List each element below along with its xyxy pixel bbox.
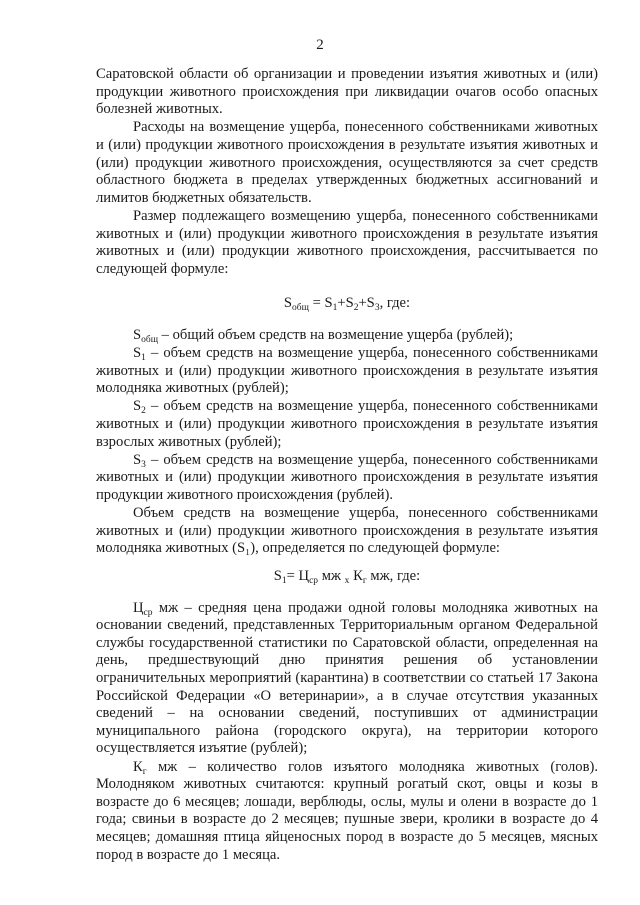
definition-average-price: $Ц_{ср}$ мж – средняя цена продажи одной головы молодняка животных на основании сведений, представленных Территориальным органом Федеральной службы государственной статистики по Саратовской области, определенная на день, предшествующий дню принятия решения об установлении ограничительных мероприятий (карантина) в соответствии со статьей 17 Закона Российской Федерации «О ветеринарии», а в случае отсутствия указанных сведений – на основании сведений, поступивших от администрации муниципального района (городского округа), на территории которого осуществляется изъятие (рублей); bbox=[96, 599, 598, 757]
page-number: 2 bbox=[316, 37, 324, 53]
paragraph-damage-size: Размер подлежащего возмещению ущерба, понесенного собственниками животных и (или) продукции животного происхождения в результате изъятия животных и (или) продукции животного происхождения, рассчитывается по следующей формуле: bbox=[96, 207, 598, 277]
paragraph-expenses: Расходы на возмещение ущерба, понесенного собственниками животных и (или) продукции животного происхождения в результате изъятия животных и (или) продукции животного происхождения, осуществляются за счет средств областного бюджета в пределах утвержденных бюджетных ассигнований и лимитов бюджетных обязательств. bbox=[96, 119, 598, 206]
definition-s-total: $S_{общ}$ – общий объем средств на возмещение ущерба (рублей); bbox=[133, 326, 514, 345]
document-body bbox=[96, 66, 598, 865]
paragraph-intro: Саратовской области об организации и проведении изъятия животных и (или) продукции животного происхождения при ликвидации очагов особо опасных болезней животных. bbox=[96, 66, 598, 118]
formula-total: $S_{общ} = S_1+S_2+S_3$, где: bbox=[283, 295, 411, 314]
definition-s1: $S_1$ – объем средств на возмещение ущерба, понесенного собственниками животных и (или) продукции животного происхождения в результате изъятия молодняка животных (рублей); bbox=[96, 345, 598, 397]
paragraph-young-volume: Объем средств на возмещение ущерба, понесенного собственниками животных и (или) продукции животного происхождения в результате изъятия молодняка животных (S₁), определяется по следующей формуле: bbox=[96, 505, 598, 557]
formula-s1: $S_1= Ц_{ср}$ мж $_х$ $К_г$ мж, где: bbox=[273, 568, 421, 586]
definition-s2: $S_2$ – объем средств на возмещение ущерба, понесенного собственниками животных и (или) продукции животного происхождения в результате изъятия взрослых животных (рублей); bbox=[96, 398, 598, 450]
definition-head-count: $К_г$ мж – количество голов изъятого молодняка животных (голов). Молодняком животных считаются: крупный рогатый скот, овцы и козы в возрасте до 6 месяцев; лошади, верблюды, ослы, мулы и олени в возрасте до 1 года; свиньи в возрасте до 2 месяцев; пушные звери, кролики в возрасте до 4 месяцев; домашняя птица яйценосных пород в возрасте до 5 месяцев, мясных пород в возрасте до 1 месяца. bbox=[96, 758, 598, 863]
definition-s3: $S_3$ – объем средств на возмещение ущерба, понесенного собственниками животных и (или) продукции животного происхождения в результате изъятия продукции животного происхождения (рублей). bbox=[96, 451, 598, 504]
